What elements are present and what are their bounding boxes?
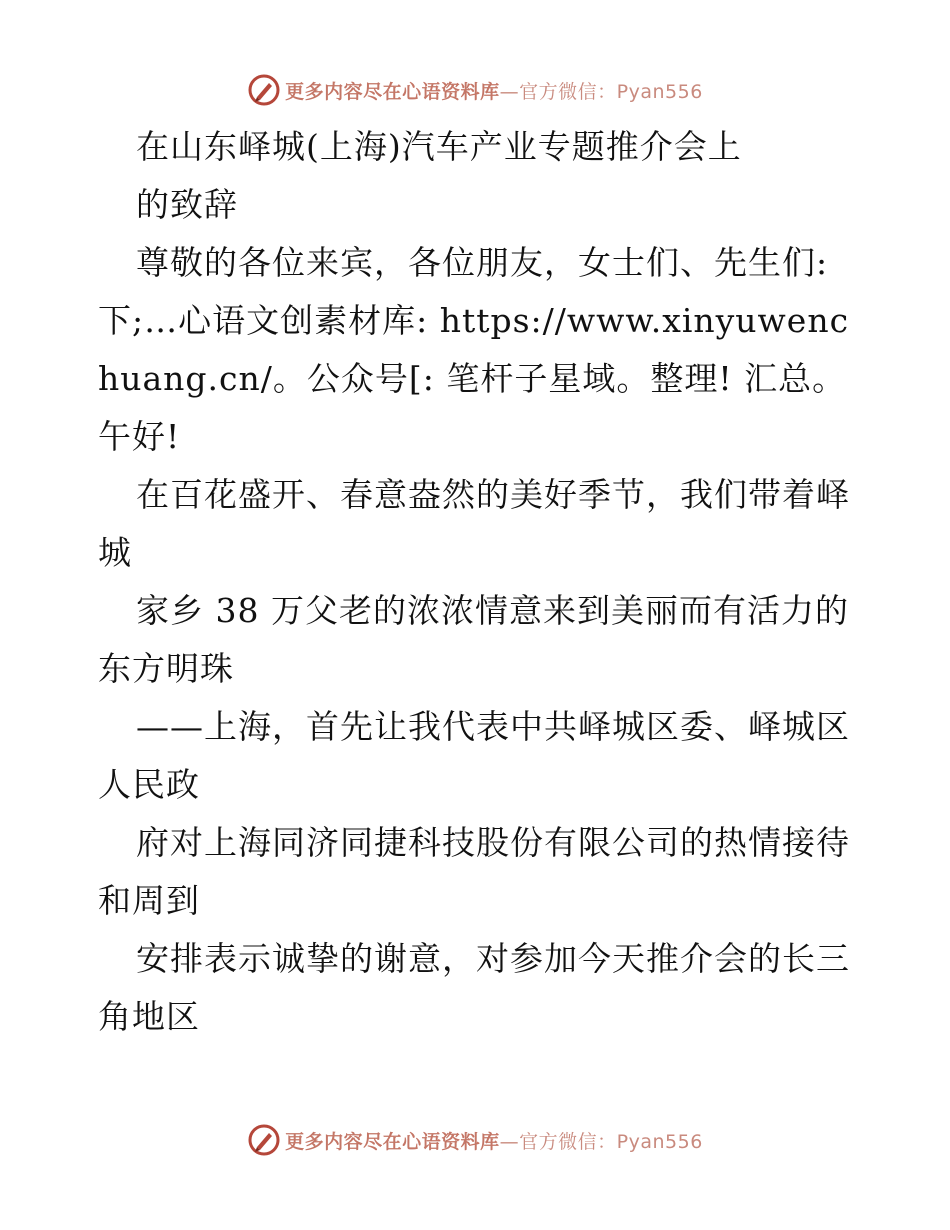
pen-logo-icon bbox=[247, 1123, 281, 1157]
footer-banner bbox=[0, 1120, 950, 1160]
header-banner-text: 更多内容尽在心语资料库—官方微信：Pyan556 bbox=[285, 80, 703, 103]
doc-paragraph: ——上海，首先让我代表中共峄城区委、峄城区人民政 bbox=[98, 707, 850, 804]
doc-title-line-1: 在山东峄城(上海)汽车产业专题推介会上 bbox=[136, 127, 742, 166]
doc-paragraph: 家乡 38 万父老的浓浓情意来到美丽而有活力的东方明珠 bbox=[98, 591, 849, 688]
footer-banner-text: 更多内容尽在心语资料库—官方微信：Pyan556 bbox=[285, 1130, 703, 1153]
document-body bbox=[98, 118, 858, 1046]
doc-paragraph: 府对上海同济同捷科技股份有限公司的热情接待和周到 bbox=[98, 823, 850, 920]
doc-paragraph: 尊敬的各位来宾，各位朋友，女士们、先生们:下;…心语文创素材库: https://www.xinyuwenchuang.cn/。公众号[: 笔杆子星域。整理! 汇总。午好! bbox=[98, 243, 850, 456]
doc-paragraph: 在百花盛开、春意盎然的美好季节，我们带着峄城 bbox=[98, 475, 850, 572]
pen-logo-icon bbox=[247, 73, 281, 107]
doc-paragraph: 安排表示诚挚的谢意，对参加今天推介会的长三角地区 bbox=[98, 939, 850, 1036]
header-banner bbox=[0, 70, 950, 110]
doc-title-line-2: 的致辞 bbox=[136, 185, 238, 224]
